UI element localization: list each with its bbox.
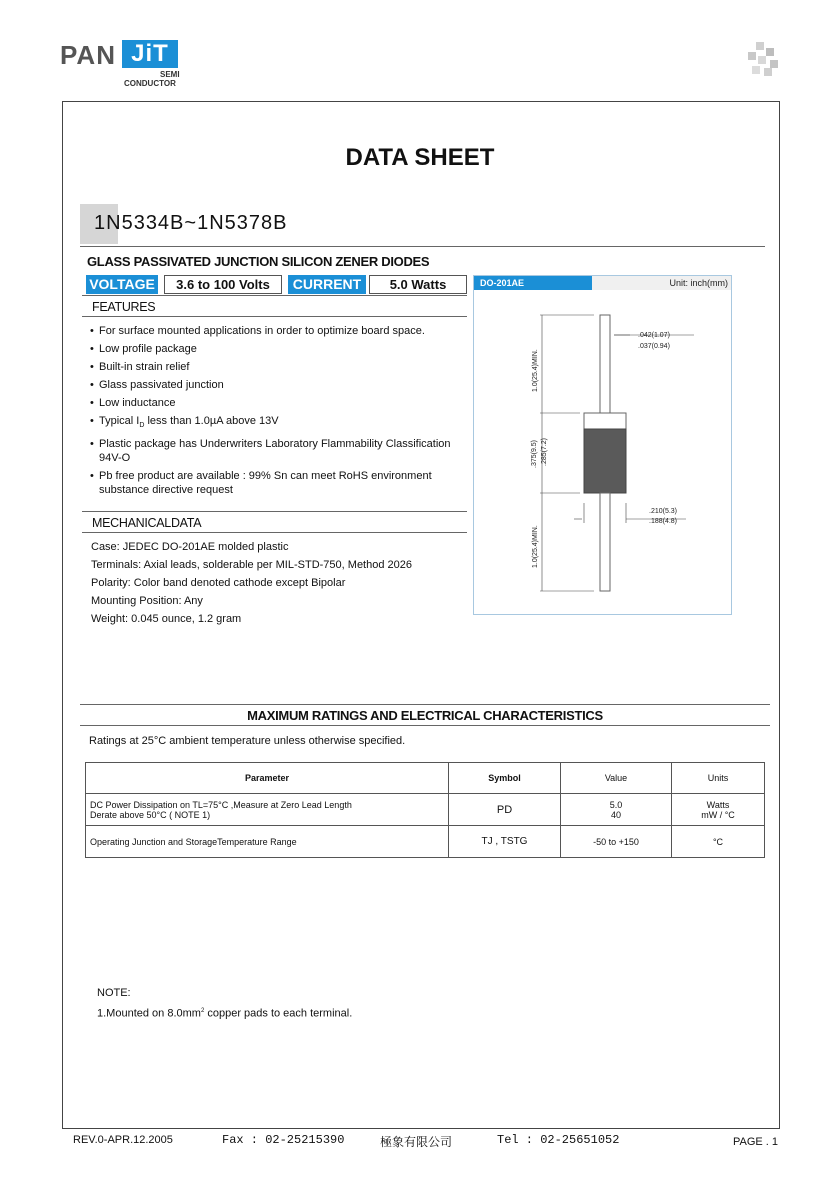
column-header: Units <box>672 763 765 794</box>
ratings-heading: MAXIMUM RATINGS AND ELECTRICAL CHARACTERISTICS <box>247 708 603 723</box>
list-item: Mounting Position: Any <box>91 595 203 607</box>
value-line: 40 <box>610 809 621 820</box>
body-length-min: .285(7.2) <box>541 437 548 466</box>
divider <box>82 295 467 296</box>
param-line: DC Power Dissipation on TL=75°C ,Measure at Zero Lead Length <box>90 799 352 810</box>
table-cell: TJ , TSTG <box>449 826 561 858</box>
list-item: • Low inductance <box>90 394 460 412</box>
revision-label: REV.0-APR.12.2005 <box>73 1134 173 1146</box>
table-row <box>86 826 765 858</box>
features-heading: FEATURES <box>92 300 156 314</box>
list-item: • For surface mounted applications in order to optimize board space. <box>90 322 460 340</box>
list-item: Case: JEDEC DO-201AE molded plastic <box>91 541 289 553</box>
note-superscript: 2 <box>200 1008 205 1014</box>
list-item: Polarity: Color band denoted cathode except Bipolar <box>91 577 346 589</box>
diode-lead-top <box>600 315 610 415</box>
divider <box>82 532 467 533</box>
param-line: Derate above 50°C ( NOTE 1) <box>90 809 211 820</box>
list-item: • Pb free product are available : 99% Sn can meet RoHS environment substance directive request <box>90 467 460 497</box>
body-diameter-min: .188(4.8) <box>649 518 678 525</box>
unit-line: Watts <box>706 799 730 810</box>
diode-cathode-band <box>584 413 626 429</box>
part-number: 1N5334B~1N5378B <box>94 212 288 234</box>
product-subtitle: GLASS PASSIVATED JUNCTION SILICON ZENER DIODES <box>87 254 430 269</box>
divider <box>82 511 467 512</box>
mechanical-heading: MECHANICALDATA <box>92 516 202 530</box>
list-item <box>90 412 460 435</box>
table-cell: -50 to +150 <box>561 826 672 858</box>
voltage-value: 3.6 to 100 Volts <box>164 275 282 294</box>
lead-diameter-min: .037(0.94) <box>638 343 670 350</box>
table-cell <box>672 794 765 826</box>
list-item: • Glass passivated junction <box>90 376 460 394</box>
column-header: Symbol <box>449 763 561 794</box>
list-item: • Low profile package <box>90 340 460 358</box>
diode-lead-bottom <box>600 493 610 591</box>
package-name: DO-201AE <box>474 276 592 290</box>
table-cell: °C <box>672 826 765 858</box>
page-title: DATA SHEET <box>345 144 495 171</box>
logo-conductor-text: CONDUCTOR <box>124 79 176 88</box>
unit-line: mW / °C <box>701 809 735 820</box>
diode-drawing <box>474 291 731 613</box>
logo-jit-text: JiT <box>122 40 178 68</box>
note-text-part: 1.Mounted on 8.0mm <box>97 1007 201 1020</box>
divider <box>82 316 467 317</box>
table-cell: PD <box>449 794 561 826</box>
fax-number: Fax : 02-25215390 <box>222 1133 345 1147</box>
feature-subscript: D <box>139 422 145 430</box>
voltage-label: VOLTAGE <box>86 275 158 294</box>
current-value: 5.0 Watts <box>369 275 467 294</box>
unit-label: Unit: inch(mm) <box>669 278 728 288</box>
note-block <box>97 984 352 1023</box>
ratings-note: Ratings at 25°C ambient temperature unless otherwise specified. <box>89 735 406 747</box>
column-header: Parameter <box>86 763 449 794</box>
table-row <box>86 794 765 826</box>
lead-length-top: 1.0(25.4)MIN. <box>532 349 539 392</box>
feature-text: Typical I <box>99 415 140 427</box>
list-item: • Built-in strain relief <box>90 358 460 376</box>
note-text <box>97 1002 352 1023</box>
ratings-table <box>85 762 765 858</box>
table-cell: Operating Junction and StorageTemperature Range <box>86 826 449 858</box>
body-length-max: .375(9.5) <box>531 439 538 468</box>
mechanical-list <box>91 538 412 628</box>
divider <box>80 704 770 705</box>
table-header-row <box>86 763 765 794</box>
feature-text: less than 1.0µA above 13V <box>144 415 279 427</box>
logo-pan-text: PAN <box>60 40 116 70</box>
logo-semi-text: SEMI <box>160 70 180 79</box>
current-label: CURRENT <box>288 275 366 294</box>
value-line: 5.0 <box>609 799 623 810</box>
table-cell <box>561 794 672 826</box>
lead-diameter-max: .042(1.07) <box>638 332 670 339</box>
diode-body <box>584 429 626 493</box>
divider <box>80 246 765 247</box>
column-header: Value <box>561 763 672 794</box>
telephone-number: Tel : 02-25651052 <box>497 1133 620 1147</box>
table-cell <box>86 794 449 826</box>
list-item: Weight: 0.045 ounce, 1.2 gram <box>91 613 242 625</box>
body-diameter-max: .210(5.3) <box>649 508 678 515</box>
list-item: • Plastic package has Underwriters Laboratory Flammability Classification 94V-O <box>90 435 460 467</box>
features-list <box>90 322 460 497</box>
decorative-squares-icon <box>744 42 780 78</box>
lead-length-bottom: 1.0(25.4)MIN. <box>532 525 539 568</box>
list-item: Terminals: Axial leads, solderable per MIL-STD-750, Method 2026 <box>91 559 412 571</box>
note-text-part: copper pads to each terminal. <box>204 1007 353 1020</box>
company-name: 極象有限公司 <box>380 1135 453 1149</box>
page-number: PAGE . 1 <box>733 1136 779 1148</box>
note-label: NOTE: <box>97 987 131 999</box>
divider <box>80 725 770 726</box>
